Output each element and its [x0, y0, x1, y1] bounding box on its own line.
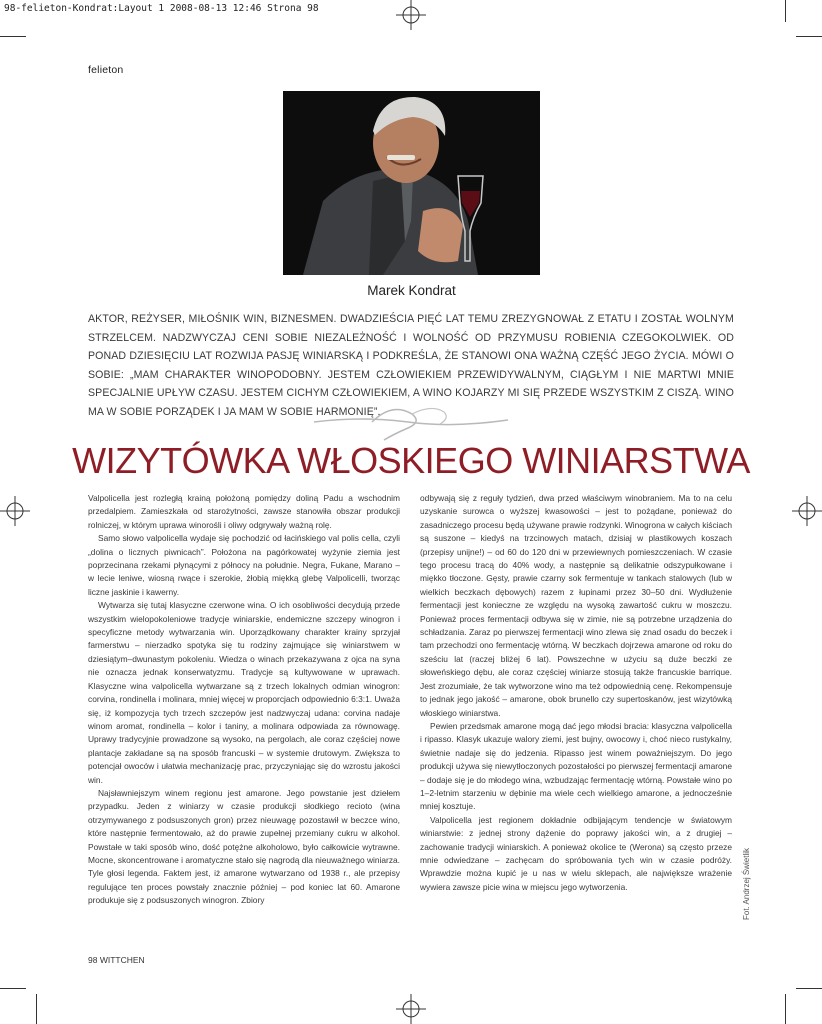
page-number: 98	[88, 955, 98, 965]
body-column-left	[88, 492, 400, 908]
decorative-flourish-icon	[312, 400, 510, 442]
author-name: Marek Kondrat	[367, 283, 456, 298]
body-paragraph: Wytwarza się tutaj klasyczne czerwone wina. O ich osobliwości decydują przede wszystkim wielopokoleniowe tradycje winiarskie, endemiczne szczepy winogron i specyficzne metody wytwarzania win. Uporządkowany charakter krainy sprzyjał farmerstwu – nierzadko spotyka się tu rodziny zajmujące się winiarstwem w dziesiątym–dwunastym pokoleniu. Wiedza o winach przekazywana z ojca na syna nie oznacza jednak konserwatyzmu. Tradycje są kultywowane w uprawach. Klasyczne wina valpolicella wytwarzane są z trzech lokalnych odmian winogron: corvina, rondinella i molinara, mniej więcej w proporcjach odpowiednio 6:3:1. Uważa się, iż kompozycja tych trzech szczepów jest nadzwyczaj udana: corvina nadaje winom aromat, rondinella – kolor i taniny, a molinara odpowiada za równowagę. Uprawy tradycyjnie prowadzone są wysoko, na pergolach, ale coraz częściej nowe plantacje zakładane są na sposób francuski – w systemie drutowym. Zwiększa to potencjał owoców i ułatwia mechanizację prac, przyczyniając się do wzrostu jakości win.	[88, 600, 400, 785]
author-portrait-photo	[283, 91, 540, 275]
registration-mark-icon	[792, 496, 822, 526]
registration-mark-icon	[396, 0, 426, 30]
body-paragraph: odbywają się z reguły tydzień, dwa przed właściwym winobraniem. Ma to na celu uzyskanie surowca o wyższej kwasowości – jest to pożądane, ponieważ do zasadniczego procesu będą używane prawie rodzynki. Winogrona w całych kiściach są suszone – kiedyś na trzcinowych matach, dzisiaj w plastikowych koszach (przepisy unijne!) – od 60 do 120 dni w przewiewnych pomieszczeniach. W czasie tego procesu tracą do 40% wody, a następnie są delikatnie odszypułkowane i miękko tłoczone. Gęsty, prawie czarny sok fermentuje w tankach stalowych (lub w wielkich beczkach dębowych) razem z łupinami przez 30–50 dni. Wydłużenie fermentacji jest konieczne ze względu na wysoką zawartość cukru w moszczu. Ponieważ proces fermentacji odbywa się w zimie, nie są potrzebne urządzenia do schładzania. Zaraz po pierwszej fermentacji wino zlewa się znad osadu do beczek i tam przechodzi ono fermentację wtórną. W beczkach dojrzewa amarone od roku do sześciu lat (raczej bliżej 6 lat). Powszechne w użyciu są duże beczki ze słoweńskiego dębu, ale coraz częściej winiarze stosują także francuskie barrique. Jest zrozumiałe, że tak wytworzone wino ma też odpowiednią cenę. Rekompensuje to jednak jego jakość – amarone, obok brunello czy supertoskanów, jest wizytówką włoskiego winiarstwa.	[420, 493, 732, 718]
intro-paragraph: AKTOR, REŻYSER, MIŁOŚNIK WIN, BIZNESMEN. DWADZIEŚCIA PIĘĆ LAT TEMU ZREZYGNOWAŁ Z ETATU I ZOSTAŁ WOLNYM STRZELCEM. NADZWYCZAJ CENI SOBIE NIEZALEŻNOŚĆ I WOLNOŚĆ OD PRZYMUSU ROBIENIA CZEGOKOLWIEK. OD PONAD DZIESIĘCIU LAT ROZWIJA PASJĘ WINIARSKĄ I PODKREŚLA, ŻE STANOWI ONA WAŻNĄ CZĘŚĆ JEGO ŻYCIA. MÓWI O SOBIE: „MAM CHARAKTER WINOPODOBNY. JESTEM CZŁOWIEKIEM PRZEWIDYWALNYM, CIĄGŁYM I NIE MARTWI MNIE SPECJALNIE UPŁYW CZASU. JESTEM CICHYM CZŁOWIEKIEM, A WINO KOJARZY MI SIĘ PRZEDE WSZYSTKIM Z CISZĄ. WINO MA W SOBIE PORZĄDEK I JA MAM W SOBIE HARMONIĘ”.	[88, 313, 734, 418]
crop-mark	[785, 0, 786, 22]
body-column-right	[420, 492, 732, 894]
section-label: felieton	[88, 64, 124, 76]
body-paragraph: Valpolicella jest regionem dokładnie odbijającym tendencje w światowym winiarstwie: z jednej strony dążenie do poprawy jakości win, a z drugiej – zachowanie tradycji winiarskich. A ponieważ okolice te (Werona) są często przeze mnie odwiedzane – zachęcam do spróbowania tych win w czasie podróży. Wprawdzie można kupić je u nas w wielu sklepach, ale największe wrażenie wywiera zawsze picie wina w miejscu jego wytworzenia.	[420, 814, 732, 892]
crop-mark	[785, 994, 786, 1024]
crop-mark	[796, 36, 822, 37]
body-paragraph: Najsławniejszym winem regionu jest amarone. Jego powstanie jest dziełem przypadku. Jeden z winiarzy w czasie produkcji słodkiego recioto (wina otrzymywanego z podsuszonych gron) przez nieuwagę pozostawił w beczce wino, które następnie fermentowało, aż do prawie zupełnej przemiany cukru w alkohol. Powstałe w taki sposób wino, dość potężne alkoholowo, było całkowicie wytrawne. Mocne, skoncentrowane i aromatyczne stało się nagrodą dla nieuważnego winiarza. Tyle głosi legenda. Faktem jest, iż amarone wytwarzano od 1938 r., ale przepisy regulujące ten proces powstały znacznie później – pod koniec lat 60. Amarone produkuje się z podsuszonych winogron. Zbiory	[88, 787, 400, 906]
registration-mark-icon	[0, 496, 30, 526]
crop-mark	[796, 988, 822, 989]
body-paragraph: Pewien przedsmak amarone mogą dać jego młodsi bracia: klasyczna valpolicella i ripasso. Klasyk ukazuje walory ziemi, jest bujny, owocowy i, choć nieco rustykalny, świetnie nadaje się do jedzenia. Ripasso jest winem poważniejszym. Do jego produkcji używa się niewytłoczonych pozostałości po pierwszej fermentacji amarone – dodaje się je do młodego wina, wzbudzając fermentację wtórną. Powstałe wino po 1–2-letnim starzeniu w dębinie ma wiele cech wielkiego amarone, a jednocześnie mniej kosztuje.	[420, 720, 732, 812]
photo-credit-text: Fot. Andrzej Świetlik	[742, 847, 751, 920]
crop-mark	[0, 988, 26, 989]
body-paragraph: Samo słowo valpolicella wydaje się pochodzić od łacińskiego val polis cella, czyli „dolina o licznych piwnicach”. Położona na pagórkowatej wyżynie ziemia jest poprzecinana rzekami płynącymi z północy na południe. Negra, Fukane, Marano – w lecie leniwe, wiosną rwące i szerokie, żłobią miękką glebę Valpolicelli, tworząc liczne jaskinie i kawerny.	[88, 533, 400, 597]
registration-mark-icon	[396, 994, 426, 1024]
crop-mark	[36, 994, 37, 1024]
body-paragraph: Valpolicella jest rozległą krainą położoną pomiędzy doliną Padu a wschodnim przedalpiem. Zamieszkała od starożytności, zawsze stanowiła obszar produkcji rolniczej, w którym uprawa winorośli i oliwy odgrywały ważną rolę.	[88, 493, 400, 530]
magazine-name: WITTCHEN	[99, 955, 145, 965]
article-headline: WIZYTÓWKA WŁOSKIEGO WINIARSTWA	[72, 440, 750, 481]
crop-mark	[0, 36, 26, 37]
photo-credit	[742, 840, 756, 920]
print-slug: 98-felieton-Kondrat:Layout 1 2008-08-13 12:46 Strona 98	[4, 3, 319, 14]
page-folio	[88, 955, 145, 965]
